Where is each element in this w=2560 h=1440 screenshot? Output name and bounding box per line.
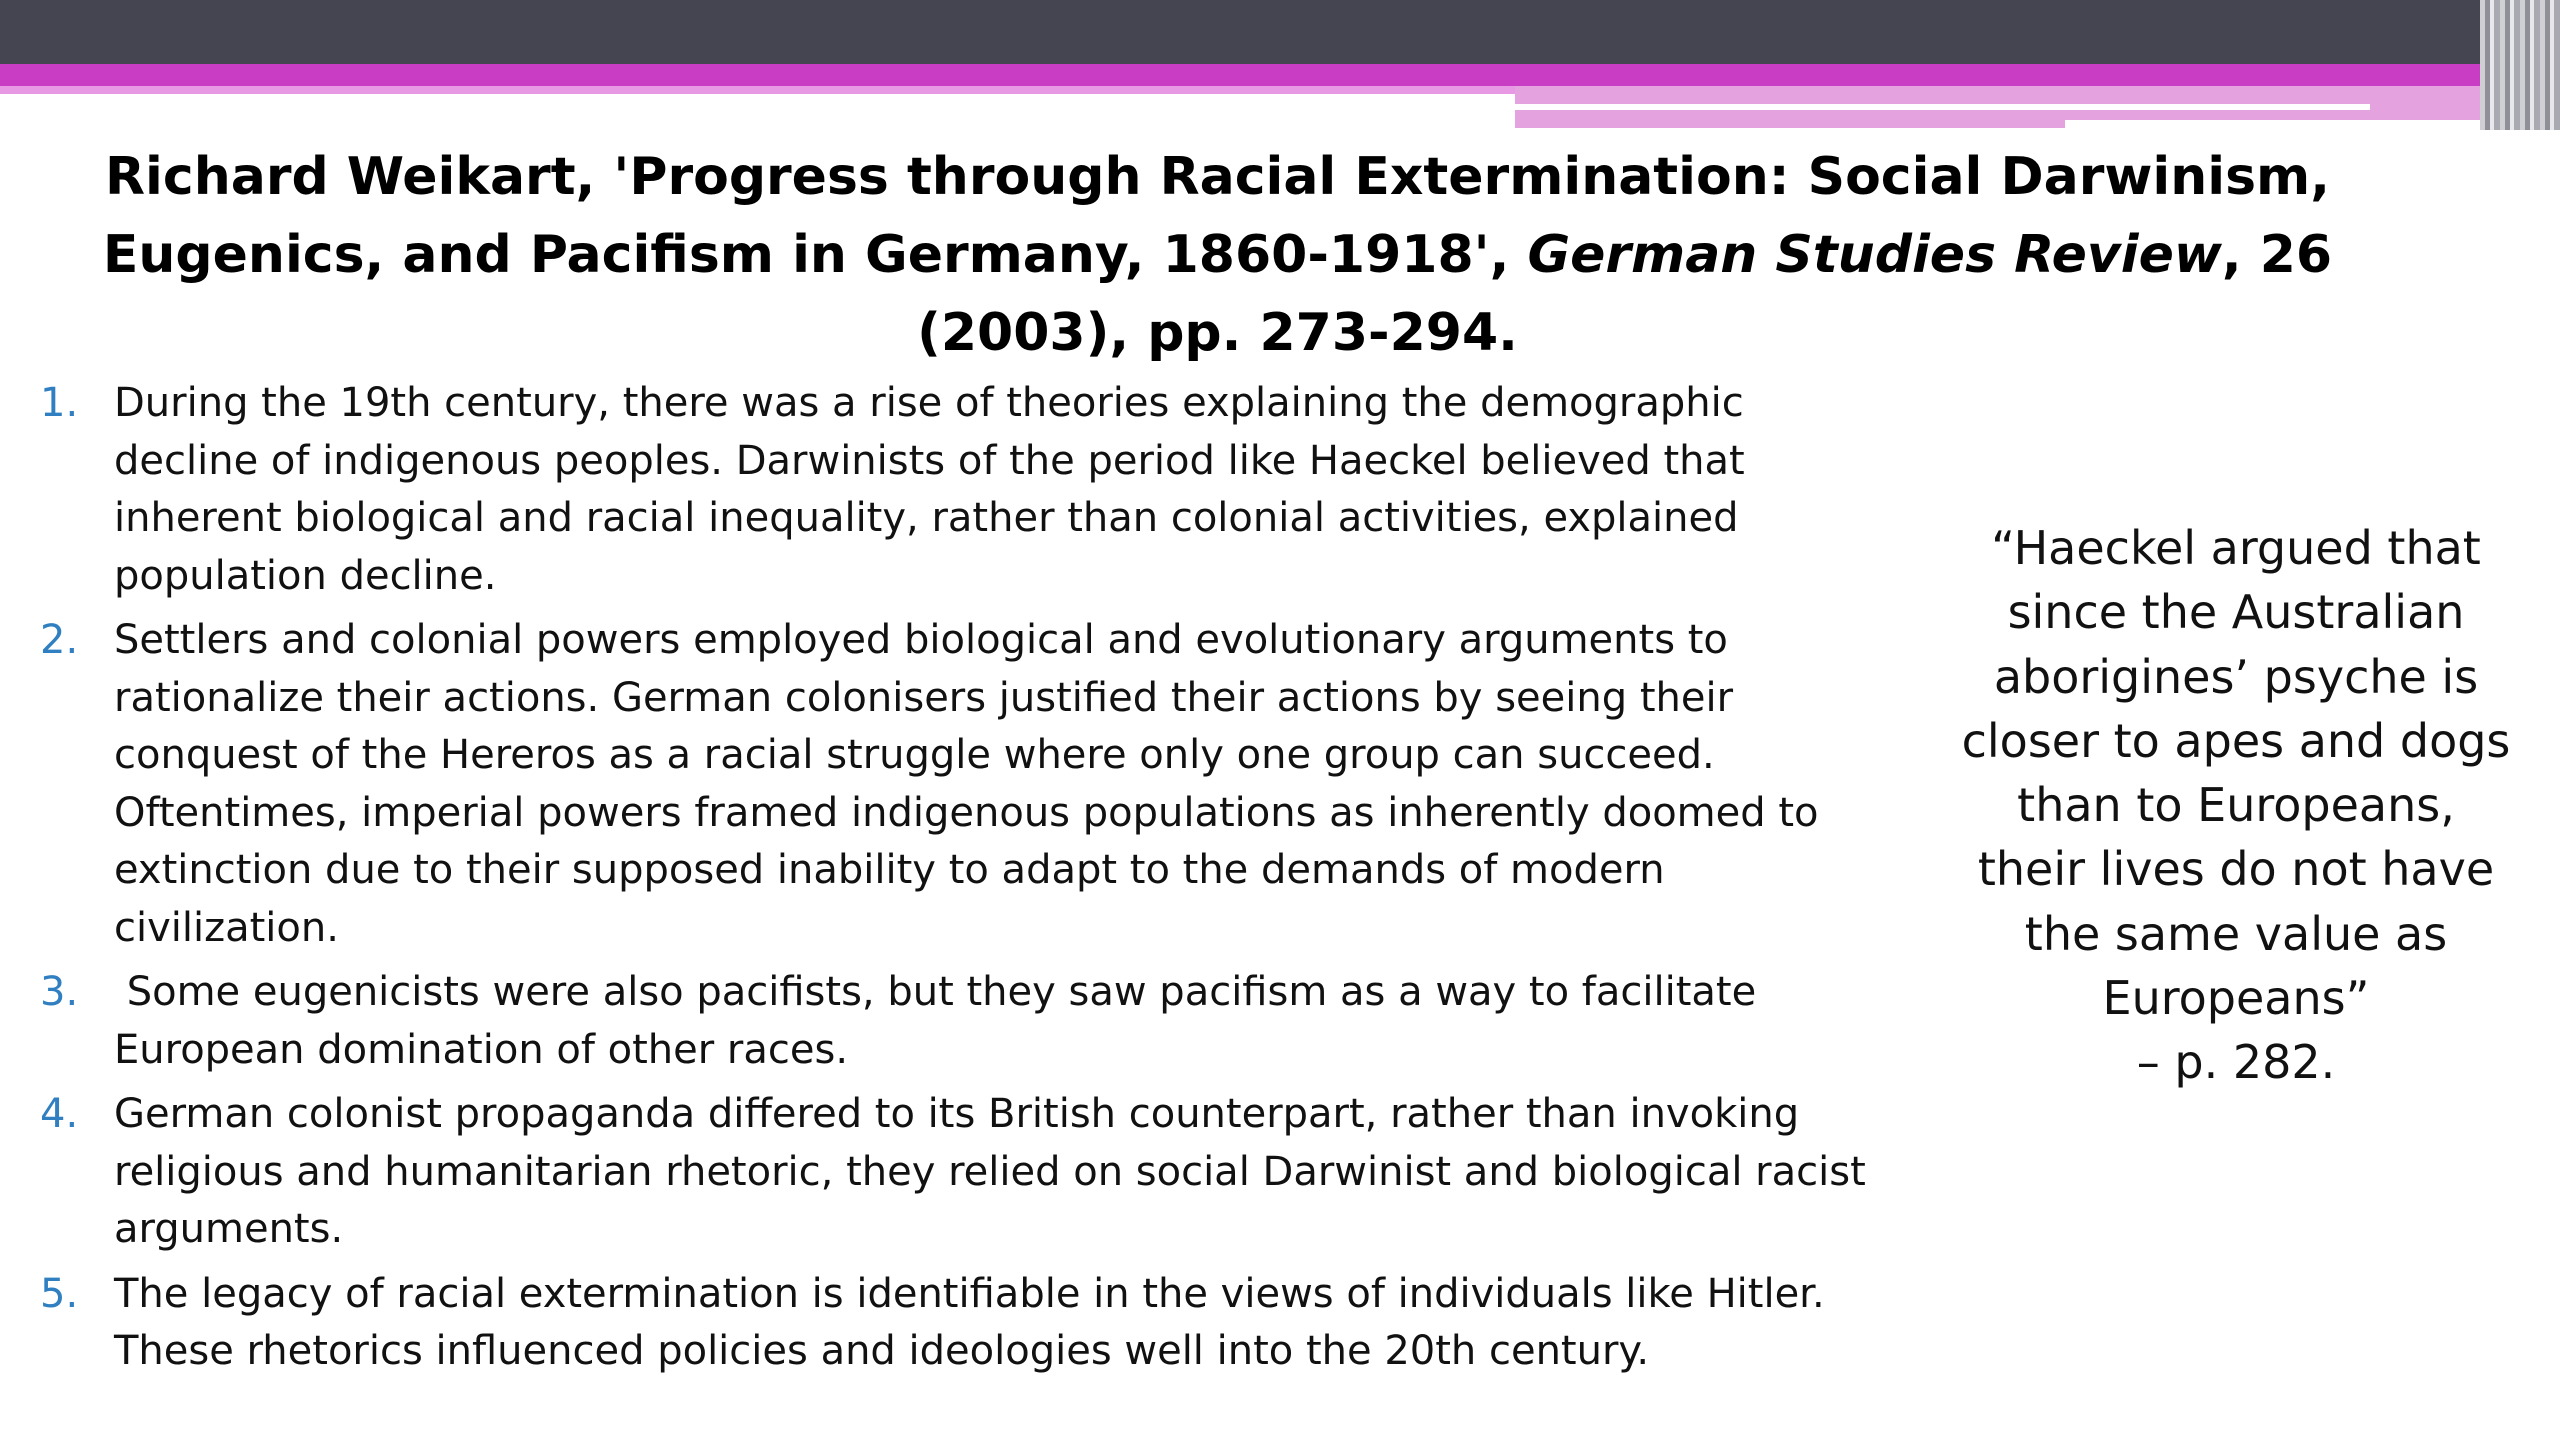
- list-item-text: During the 19th century, there was a rise of theories explaining the demographic decline of indigenous peoples. Darwinists of the period like Haeckel believed that inherent biological and racial inequality, rather than colonial activities, explained population decline.: [114, 380, 1745, 599]
- header-stripes: [2480, 0, 2560, 130]
- header-band-line-lower: [2065, 120, 2480, 128]
- list-item: [0, 964, 1900, 1079]
- list-item: [0, 375, 1900, 605]
- list-item-number: 5.: [40, 1270, 79, 1317]
- list-item-text: Settlers and colonial powers employed biological and evolutionary arguments to rationalize their actions. German colonisers justified their actions by seeing their conquest of the Hereros as a racial struggle where only one group can succeed. Oftentimes, imperial powers framed indigenous populations as inherently doomed to extinction due to their supposed inability to adapt to the demands of modern civilization.: [114, 617, 1819, 951]
- slide-title: [60, 138, 2375, 372]
- header-band-dark: [0, 0, 2560, 64]
- title-citation-tail: , 26 (2003), pp. 273-294.: [917, 225, 2333, 363]
- header-band-line: [1515, 104, 2370, 110]
- side-quote: [1960, 516, 2512, 1095]
- header-band-pink-left: [0, 86, 1515, 94]
- title-citation-lead: Richard Weikart, 'Progress through Racial Extermination: Social Darwinism, Eugenics, and Pacifism in Germany, 1860-1918',: [102, 147, 2330, 285]
- list-item-text: The legacy of racial extermination is identifiable in the views of individuals like Hitler. These rhetorics influenced policies and ideologies well into the 20th century.: [114, 1270, 1825, 1374]
- title-journal-name: German Studies Review: [1527, 225, 2222, 285]
- quote-citation: – p. 282.: [2136, 1035, 2336, 1090]
- list-item-number: 2.: [40, 617, 79, 663]
- list-item: [0, 1086, 1900, 1259]
- header-band-magenta: [0, 64, 2480, 86]
- quote-text: “Haeckel argued that since the Australian aborigines’ psyche is closer to apes and dogs than to Europeans, their lives do not have the same value as Europeans”: [1961, 521, 2511, 1026]
- list-item: [0, 1266, 1900, 1381]
- list-item-text: Some eugenicists were also pacifists, but they saw pacifism as a way to facilitate European domination of other races.: [114, 969, 1769, 1073]
- list-item-number: 1.: [40, 380, 79, 426]
- summary-list: [0, 375, 1900, 1388]
- list-item-number: 4.: [40, 1091, 79, 1137]
- list-item-text: German colonist propaganda differed to its British counterpart, rather than invoking religious and humanitarian rhetoric, they relied on social Darwinist and biological racist arguments.: [114, 1091, 1866, 1252]
- list-item: [0, 612, 1900, 957]
- list-item-number: 3.: [40, 969, 79, 1015]
